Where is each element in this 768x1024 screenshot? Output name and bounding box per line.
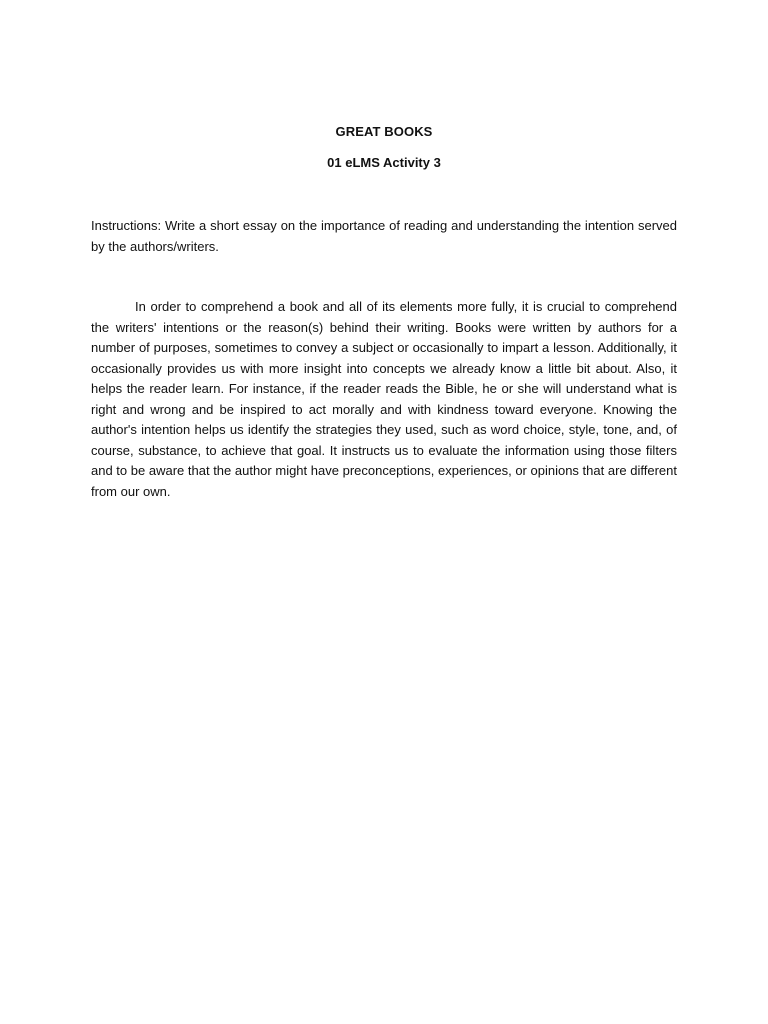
document-subtitle: 01 eLMS Activity 3	[327, 155, 441, 170]
instructions-paragraph	[91, 216, 677, 257]
essay-paragraph: In order to comprehend a book and all of its elements more fully, it is crucial to comprehend the writers' intentions or the reason(s) behind their writing. Books were written by authors for a number of purposes, sometimes to convey a subject or occasionally to impart a lesson. Additionally, it occasionally provides us with more insight into concepts we already know a little bit about. Also, it helps the reader learn. For instance, if the reader reads the Bible, he or she will understand what is right and wrong and be inspired to act morally and with kindness toward everyone. Knowing the author's intention helps us identify the strategies they used, such as word choice, style, tone, and, of course, substance, to achieve that goal. It instructs us to evaluate the information using those filters and to be aware that the author might have preconceptions, experiences, or opinions that are different from our own.	[91, 299, 677, 499]
instructions-text: Write a short essay on the importance of reading and understanding the intention served by the authors/writers.	[91, 218, 677, 254]
document-title: GREAT BOOKS	[335, 124, 433, 139]
instructions-label: Instructions:	[91, 218, 162, 233]
